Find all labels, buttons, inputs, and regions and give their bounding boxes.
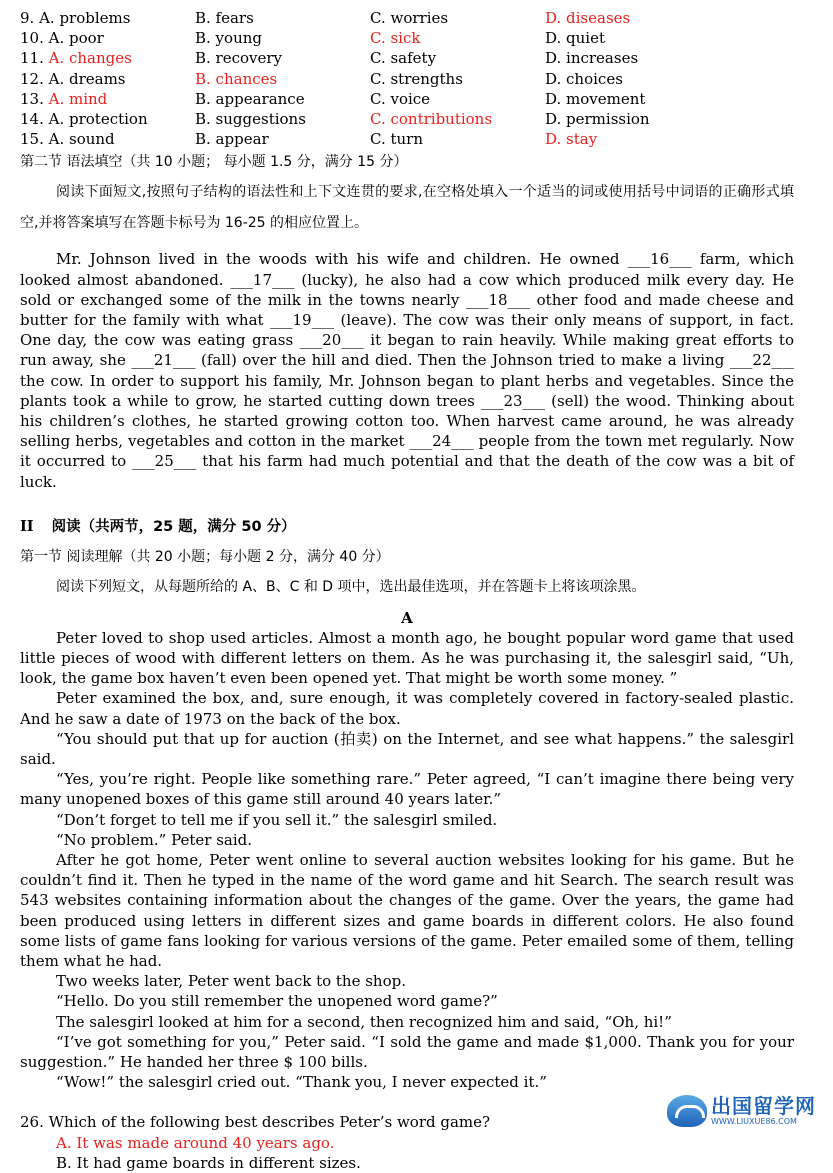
option-row-13 <box>20 89 794 109</box>
choice-a-answer: A. It was made around 40 years ago. <box>56 1133 335 1152</box>
answer-text: A. mind <box>48 89 108 108</box>
story-paragraph: After he got home, Peter went online to several auction websites looking for his game. But he couldn’t find it. Then he typed in the name of the word game and hit Search. The search result was 543 websites containing information about the changes of the game. Over the years, the game had been produced using letters in different sizes and game boards in different colors. He also found some lists of game fans looking for various versions of the game. Peter emailed some of them, telling them what he had. <box>20 850 794 970</box>
logo-text <box>711 1095 816 1127</box>
story-paragraph: Two weeks later, Peter went back to the shop. <box>56 972 406 991</box>
option-a-answer <box>20 89 195 109</box>
option-d: D. permission <box>545 109 650 128</box>
story-paragraph: “Wow!” the salesgirl cried out. “Thank you, I never expected it.” <box>56 1073 547 1092</box>
question-number: 11. <box>20 49 49 68</box>
option-a: 10. A. poor <box>20 29 104 48</box>
option-a: 14. A. protection <box>20 109 148 128</box>
option-row-12 <box>20 69 794 89</box>
logo-hat-icon <box>667 1095 707 1127</box>
option-row-14 <box>20 109 794 129</box>
option-b: B. suggestions <box>195 109 306 128</box>
section-heading-reading: 第一节 阅读理解（共 20 小题；每小题 2 分，满分 40 分） <box>20 548 390 565</box>
option-a: 9. A. problems <box>20 9 131 27</box>
option-row-11 <box>20 48 794 68</box>
option-b: B. appear <box>195 130 269 149</box>
reading-passage <box>20 628 794 1093</box>
story-paragraph: “Yes, you’re right. People like something rare.” Peter agreed, “I can’t imagine there being very many unopened boxes of this game still around 40 years later.” <box>20 770 794 809</box>
part-title-text: 阅读（共两节，25 题，满分 50 分） <box>51 518 296 535</box>
site-logo <box>667 1091 833 1131</box>
option-a-answer <box>20 48 195 68</box>
option-b: B. young <box>195 29 262 48</box>
option-d-answer: D. diseases <box>545 9 631 27</box>
grammar-passage: Mr. Johnson lived in the woods with his wife and children. He owned ___16___ farm, which looked almost abandoned. ___17___ (lucky), he also had a cow which produced milk every day. He sold or exchanged some of the milk in the towns nearly ___18___ other food and made cheese and butter for the family with what ___19___ (leave). The cow was their only means of support, in fact. One day, the cow was eating grass ___20___ it began to rain heavily. While making great efforts to run away, she ___21___ (fall) over the hill and died. Then the Johnson tried to make a living ___22___ the cow. In order to support his family, Mr. Johnson began to plant herbs and vegetables. Since the plants took a while to grow, he started cutting down trees ___23___ (sell) the wood. Thinking about his children’s clothes, he started growing cotton too. When harvest came around, he was already selling herbs, vegetables and cotton in the market ___24___ people from the town met regularly. Now it occurred to ___25___ that his farm had much potential and that the death of the cow was a bit of luck. <box>20 250 794 491</box>
option-d: D. quiet <box>545 29 605 48</box>
option-b: B. recovery <box>195 49 283 68</box>
story-paragraph: “I’ve got something for you,” Peter said. “I sold the game and made $1,000. Thank you for your suggestion.” He handed her three $ 100 bills. <box>20 1032 794 1072</box>
choice-b: B. It had game boards in different sizes. <box>56 1153 361 1172</box>
answer-text: A. changes <box>48 49 132 68</box>
option-d-answer: D. stay <box>545 130 598 149</box>
story-paragraph: “Hello. Do you still remember the unopened word game?” <box>56 992 498 1011</box>
question-26: 26. Which of the following best describes Peter’s word game? <box>20 1113 491 1132</box>
exam-page <box>20 8 794 1173</box>
part-title-reading <box>20 516 794 538</box>
grammar-instruction: 阅读下面短文,按照句子结构的语法性和上下文连贯的要求,在空格处填入一个适当的词或使用括号中词语的正确形式填空,并将答案填写在答题卡标号为 16-25 的相应位置上。 <box>20 184 794 232</box>
option-b-answer: B. chances <box>195 69 278 88</box>
story-paragraph: Peter examined the box, and, sure enough, it was completely covered in factory-sealed plastic. And he saw a date of 1973 on the back of the box. <box>20 689 794 728</box>
passage-label: A <box>401 608 413 627</box>
logo-main-text: 出国留学网 <box>711 1094 816 1118</box>
option-d: D. increases <box>545 49 639 68</box>
section-heading-grammar: 第二节 语法填空（共 10 小题； 每小题 1.5 分，满分 15 分） <box>20 154 408 171</box>
option-row-15 <box>20 129 794 149</box>
option-row-9 <box>20 8 794 28</box>
logo-url: WWW.LIUXUE86.COM <box>711 1117 797 1126</box>
option-c: C. voice <box>370 89 431 108</box>
option-d: D. choices <box>545 69 623 88</box>
option-c-answer: C. contributions <box>370 109 493 128</box>
option-c: C. strengths <box>370 69 463 88</box>
story-paragraph: The salesgirl looked at him for a second, then recognized him and said, “Oh, hi!” <box>56 1012 672 1031</box>
story-paragraph: “Don’t forget to tell me if you sell it.” the salesgirl smiled. <box>56 810 498 829</box>
option-c-answer: C. sick <box>370 29 421 48</box>
story-paragraph: “You should put that up for auction (拍卖) on the Internet, and see what happens.” the salesgirl said. <box>20 729 794 768</box>
options-block <box>20 8 794 149</box>
option-c: C. worries <box>370 9 449 27</box>
option-d: D. movement <box>545 89 646 108</box>
option-a: 15. A. sound <box>20 130 115 149</box>
option-c: C. turn <box>370 130 423 149</box>
option-b: B. appearance <box>195 89 305 108</box>
option-c: C. safety <box>370 49 437 68</box>
story-paragraph: Peter loved to shop used articles. Almost a month ago, he bought popular word game that used little pieces of wood with different letters on them. As he was purchasing it, the salesgirl said, “Uh, look, the game box haven’t even been opened yet. That might be worth some money. ” <box>20 628 794 688</box>
option-b: B. fears <box>195 9 254 27</box>
reading-instruction: 阅读下列短文，从每题所给的 A、B、C 和 D 项中，选出最佳选项，并在答题卡上将该项涂黑。 <box>56 578 646 595</box>
question-number: 13. <box>20 89 49 108</box>
story-paragraph: “No problem.” Peter said. <box>56 830 253 849</box>
option-row-10 <box>20 28 794 48</box>
part-roman-numeral: II <box>20 517 34 535</box>
option-a: 12. A. dreams <box>20 69 126 88</box>
